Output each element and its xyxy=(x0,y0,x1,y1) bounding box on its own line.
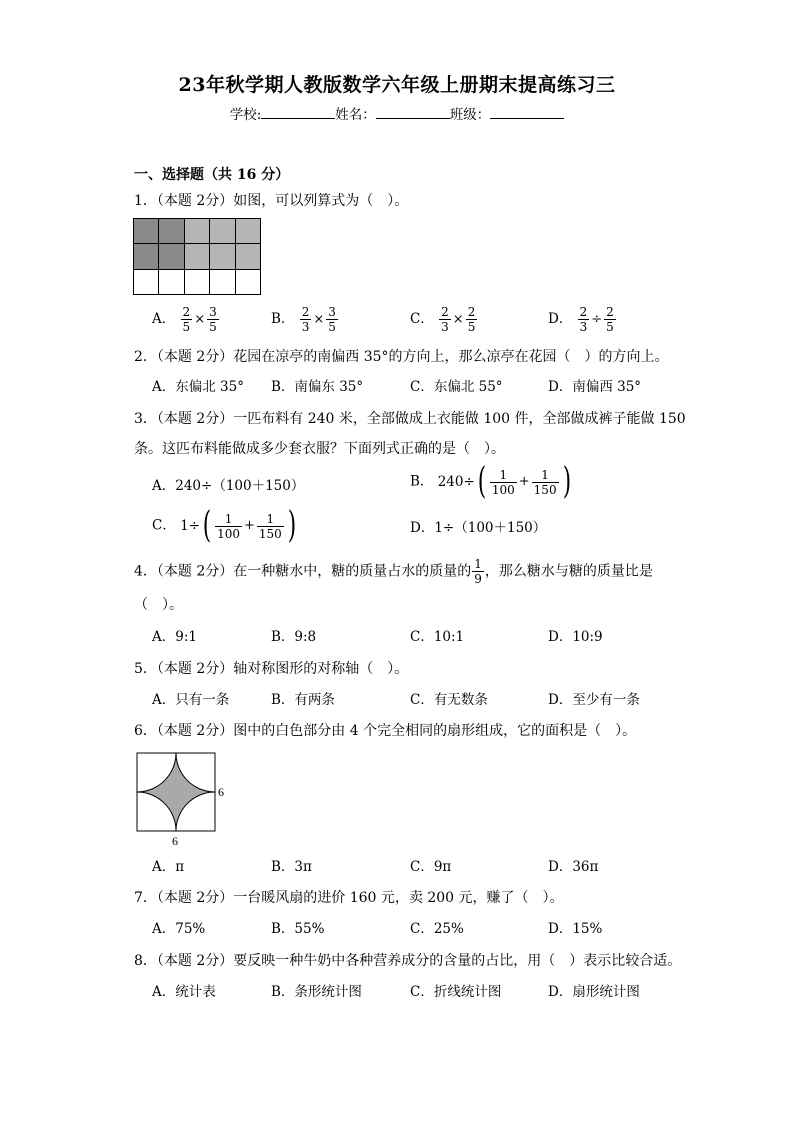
q2-option-c[interactable]: C．东偏北 55° xyxy=(410,379,503,395)
numerator: 2 xyxy=(441,305,449,319)
denominator: 5 xyxy=(328,320,336,334)
q7-option-a[interactable]: A．75% xyxy=(152,921,206,937)
grid-cell xyxy=(184,244,209,269)
question-6: 6．（本题 2分）图中的白色部分由 4 个完全相同的扇形组成，它的面积是（ ）。 xyxy=(134,723,637,739)
fraction xyxy=(578,305,590,334)
right-paren: ) xyxy=(287,505,297,546)
option-letter: B． xyxy=(410,473,434,490)
fraction xyxy=(326,305,338,334)
option-letter: D． xyxy=(548,311,573,327)
q1-option-a[interactable] xyxy=(152,305,220,334)
grid-row-1 xyxy=(134,219,261,244)
question-3-line-1: 3．（本题 2分）一匹布料有 240 米，全部做成上衣能做 100 件，全部做成裤子能做 150 xyxy=(134,411,686,427)
q6-option-c[interactable]: C．9π xyxy=(410,859,452,875)
grid-row-3 xyxy=(134,269,261,294)
question-4-line-2: （ ）。 xyxy=(134,597,183,613)
shaded-grid-figure xyxy=(133,218,261,295)
numerator: 1 xyxy=(474,557,482,571)
grid-cell xyxy=(134,219,159,244)
school-blank[interactable] xyxy=(261,106,335,119)
right-paren: ) xyxy=(562,461,571,502)
q5-option-d[interactable]: D．至少有一条 xyxy=(548,692,640,708)
numerator: 2 xyxy=(467,305,476,319)
operator: + xyxy=(518,474,530,489)
denominator: 3 xyxy=(301,320,310,334)
q6-option-a[interactable]: A．π xyxy=(152,859,185,875)
option-letter: C． xyxy=(152,517,176,534)
q8-option-a[interactable]: A．统计表 xyxy=(152,984,216,1000)
question-5: 5．（本题 2分）轴对称图形的对称轴（ ）。 xyxy=(134,661,409,677)
q3-option-d[interactable]: D．1÷（100＋150） xyxy=(410,520,547,536)
question-4-text: 4．（本题 2分）在一种糖水中，糖的质量占水的质量的 xyxy=(134,563,472,580)
numerator: 2 xyxy=(606,305,614,319)
numerator: 2 xyxy=(301,305,310,319)
question-7: 7．（本题 2分）一台暖风扇的进价 160 元，卖 200 元，赚了（ ）。 xyxy=(134,890,564,906)
grid-cell xyxy=(235,219,260,244)
numerator: 1 xyxy=(499,467,508,482)
q2-option-b[interactable]: B．南偏东 35° xyxy=(271,379,364,395)
operator: ÷ xyxy=(591,311,603,327)
numerator: 1 xyxy=(224,511,233,526)
denominator: 5 xyxy=(209,320,217,334)
denominator: 9 xyxy=(474,572,482,586)
denominator: 100 xyxy=(491,482,515,497)
grid-cell xyxy=(159,219,184,244)
q1-option-d[interactable] xyxy=(548,305,617,334)
question-4-line-1 xyxy=(134,557,653,586)
question-2: 2．（本题 2分）花园在凉亭的南偏西 35°的方向上，那么凉亭在花园（ ）的方向上。 xyxy=(134,349,669,365)
q6-option-b[interactable]: B．3π xyxy=(271,859,312,875)
q7-option-c[interactable]: C．25% xyxy=(410,921,464,937)
question-1: 1．（本题 2分）如图，可以列算式为（ ）。 xyxy=(134,193,409,209)
denominator: 5 xyxy=(467,320,476,334)
q8-option-d[interactable]: D．扇形统计图 xyxy=(548,984,640,1000)
grid-row-2 xyxy=(134,244,261,269)
q8-option-c[interactable]: C．折线统计图 xyxy=(410,984,502,1000)
grid-cell xyxy=(159,244,184,269)
fraction xyxy=(215,512,242,541)
question-3-line-2: 条。这匹布料能做成多少套衣服？下面列式正确的是（ ）。 xyxy=(134,441,505,457)
numerator: 2 xyxy=(579,305,588,319)
q2-option-d[interactable]: D．南偏西 35° xyxy=(548,379,642,395)
four-sector-figure xyxy=(134,752,234,848)
grid-cell xyxy=(134,244,159,269)
grid-cell xyxy=(210,219,235,244)
fraction xyxy=(472,557,484,586)
q5-option-b[interactable]: B．有两条 xyxy=(271,692,335,708)
operator: × xyxy=(313,311,325,327)
q7-option-d[interactable]: D．15% xyxy=(548,921,603,937)
numerator: 1 xyxy=(541,467,549,482)
option-letter: A． xyxy=(152,311,176,327)
student-info-line xyxy=(0,103,794,123)
fraction xyxy=(466,305,478,334)
numerator: 3 xyxy=(209,305,217,319)
fraction xyxy=(532,468,559,497)
question-8: 8．（本题 2分）要反映一种牛奶中各种营养成分的含量的占比，用（ ）表示比较合适。 xyxy=(134,953,682,969)
side-length-label: 6 xyxy=(218,785,224,799)
left-paren: ( xyxy=(477,461,487,502)
option-letter: B． xyxy=(271,311,295,327)
fraction xyxy=(257,512,284,541)
numerator: 1 xyxy=(266,511,275,526)
fraction xyxy=(490,468,517,497)
grid-cell xyxy=(134,269,159,294)
class-blank[interactable] xyxy=(490,106,564,119)
question-4-text-cont: ，那么糖水与糖的质量比是 xyxy=(484,563,653,580)
fraction xyxy=(604,305,616,334)
q7-option-b[interactable]: B．55% xyxy=(271,921,325,937)
denominator: 5 xyxy=(182,320,191,334)
operator: × xyxy=(452,311,464,327)
bottom-length-label: 6 xyxy=(172,834,178,848)
operator: × xyxy=(194,311,206,327)
numerator: 3 xyxy=(328,305,336,319)
grid-cell xyxy=(184,269,209,294)
denominator: 100 xyxy=(217,526,240,541)
q4-option-d[interactable]: D．10:9 xyxy=(548,629,603,645)
option-letter: C． xyxy=(410,311,434,327)
left-paren: ( xyxy=(202,505,212,546)
name-blank[interactable] xyxy=(376,106,450,119)
q8-option-b[interactable]: B．条形统计图 xyxy=(271,984,362,1000)
q1-option-c[interactable] xyxy=(410,305,478,334)
grid-cell xyxy=(235,269,260,294)
grid-cell xyxy=(184,219,209,244)
school-label: 学校: xyxy=(229,107,262,123)
q1-option-b[interactable] xyxy=(271,305,339,334)
page-title: 23年秋学期人教版数学六年级上册期末提高练习三 xyxy=(178,74,616,96)
q6-option-d[interactable]: D．36π xyxy=(548,859,599,875)
numerator: 2 xyxy=(182,305,191,319)
fraction xyxy=(207,305,219,334)
q4-option-c[interactable]: C．10:1 xyxy=(410,629,465,645)
q3-option-a[interactable]: A．240÷（100＋150） xyxy=(152,478,305,494)
grid-cell xyxy=(210,244,235,269)
section-heading: 一、选择题（共 16 分） xyxy=(134,167,290,183)
denominator: 150 xyxy=(533,482,557,497)
name-label: 姓名： xyxy=(335,107,376,123)
grid-cell xyxy=(235,244,260,269)
grid-cell xyxy=(210,269,235,294)
q2-option-a[interactable]: A．东偏北 35° xyxy=(152,379,244,395)
q3-option-b[interactable] xyxy=(410,461,574,502)
denominator: 150 xyxy=(258,526,282,541)
denominator: 5 xyxy=(606,320,614,334)
expression-prefix: 240÷ xyxy=(437,474,475,490)
q3-option-c[interactable] xyxy=(152,505,299,546)
q5-option-c[interactable]: C．有无数条 xyxy=(410,692,488,708)
class-label: 班级： xyxy=(449,107,491,123)
fraction xyxy=(181,305,193,334)
denominator: 3 xyxy=(441,320,449,334)
operator: + xyxy=(244,518,255,533)
q5-option-a[interactable]: A．只有一条 xyxy=(152,692,230,708)
fraction xyxy=(439,305,451,334)
expression-prefix: 1÷ xyxy=(180,518,201,534)
q4-option-a[interactable]: A．9:1 xyxy=(152,629,197,645)
fraction xyxy=(300,305,312,334)
denominator: 3 xyxy=(579,320,588,334)
q4-option-b[interactable]: B．9:8 xyxy=(271,629,317,645)
grid-cell xyxy=(159,269,184,294)
